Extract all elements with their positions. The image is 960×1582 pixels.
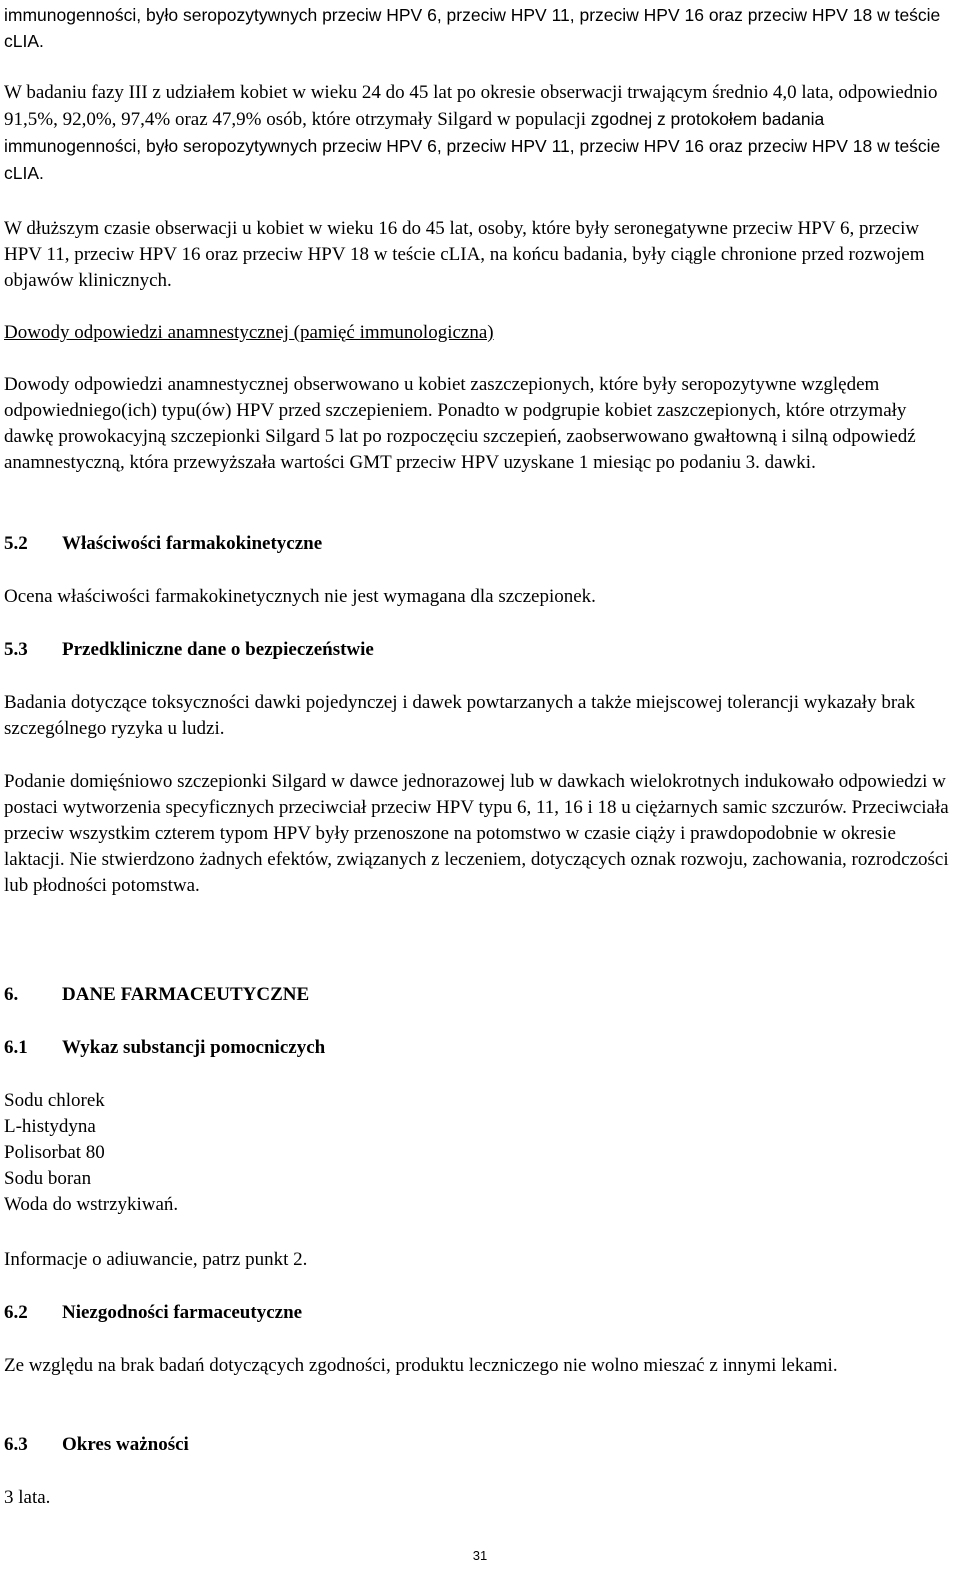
section-title: Wykaz substancji pomocniczych [62,1037,326,1058]
section-number: 6. [4,984,19,1005]
list-item: Sodu boran [4,1168,92,1189]
section-title: Przedkliniczne dane o bezpieczeństwie [62,639,374,660]
section-number: 6.1 [4,1037,28,1058]
paragraph-pharmacokinetics: Ocena właściwości farmakokinetycznych nie jest wymagana dla szczepionek. [4,586,596,607]
section-6-heading [4,982,954,1008]
section-title: DANE FARMACEUTYCZNE [62,984,310,1005]
paragraph-phase3 [4,80,954,187]
section-number: 5.2 [4,533,28,554]
section-6-2-heading [4,1300,954,1326]
paragraph-text-sans: zgodnej z protokołem badania immunogenności, było seropozytywnych przeciw HPV 6, przeciw HPV 11, przeciw HPV 16 oraz przeciw HPV 18 w teście cLIA. [4,109,941,183]
paragraph-longer-followup: W dłuższym czasie obserwacji u kobiet w wieku 16 do 45 lat, osoby, które były seronegatywne przeciw HPV 6, przeciw HPV 11, przeciw HPV 16 oraz przeciw HPV 18 w teście cLIA, na końcu badania, były ciągle chronione przed rozwojem objawów klinicznych. [4,218,925,291]
paragraph-incompatibilities: Ze względu na brak badań dotyczących zgodności, produktu leczniczego nie wolno mieszać z innymi lekami. [4,1355,838,1376]
list-item: L-histydyna [4,1116,96,1137]
section-6-3-heading [4,1432,954,1458]
excipient-list [4,1088,954,1218]
subheading-anamnestic-response: Dowody odpowiedzi anamnestycznej (pamięć immunologiczna) [4,322,494,343]
paragraph-rat-study: Podanie domięśniowo szczepionki Silgard w dawce jednorazowej lub w dawkach wielokrotnych indukowało odpowiedzi w postaci wytworzenia specyficznych przeciwciał przeciw HPV typu 6, 11, 16 i 18 u ciężarnych samic szczurów. Przeciwciała przeciw wszystkim czterem typom HPV były przenoszone na potomstwo w czasie ciąży i prawdopodobnie w okresie laktacji. Nie stwierdzono żadnych efektów, związanych z leczeniem, dotyczących oznak rozwoju, zachowania, rozrodczości lub płodności potomstwa. [4,771,949,896]
list-item: Woda do wstrzykiwań. [4,1194,179,1215]
section-number: 5.3 [4,639,28,660]
paragraph-text: immunogenności, było seropozytywnych przeciw HPV 6, przeciw HPV 11, przeciw HPV 16 oraz przeciw HPV 18 w teście cLIA. [4,5,941,51]
paragraph-anamnestic-response: Dowody odpowiedzi anamnestycznej obserwowano u kobiet zaszczepionych, które były seropozytywne względem odpowiedniego(ich) typu(ów) HPV przed szczepieniem. Ponadto w podgrupie kobiet zaszczepionych, które otrzymały dawkę prowokacyjną szczepionki Silgard 5 lat po rozpoczęciu szczepień, zaobserwowano gwałtowną i silną odpowiedź anamnestyczną, która przewyższała wartości GMT przeciw HPV uzyskane 1 miesiąc po podaniu 3. dawki. [4,374,916,473]
paragraph-carryover [4,2,954,54]
section-6-1-heading [4,1035,954,1061]
paragraph-shelf-life: 3 lata. [4,1487,51,1508]
section-title: Okres ważności [62,1434,189,1455]
section-number: 6.3 [4,1434,28,1455]
paragraph-adjuvant-note: Informacje o adiuwancie, patrz punkt 2. [4,1249,308,1270]
list-item: Polisorbat 80 [4,1142,105,1163]
section-number: 6.2 [4,1302,28,1323]
section-title: Właściwości farmakokinetyczne [62,533,323,554]
paragraph-toxicity: Badania dotyczące toksyczności dawki pojedynczej i dawek powtarzanych a także miejscowej tolerancji wykazały brak szczególnego ryzyka u ludzi. [4,692,916,739]
section-5-2-heading [4,531,954,557]
page-number: 31 [472,1548,488,1563]
section-5-3-heading [4,637,954,663]
section-title: Niezgodności farmaceutyczne [62,1302,303,1323]
paragraph-text-serif: W badaniu fazy III z udziałem kobiet w wieku 24 do 45 lat po okresie obserwacji trwającym średnio 4,0 lata, odpowiednio 91,5%, 92,0%, 97,4% oraz 47,9% osób, które otrzymały Silgard w populacji [4,82,938,130]
list-item: Sodu chlorek [4,1090,105,1111]
